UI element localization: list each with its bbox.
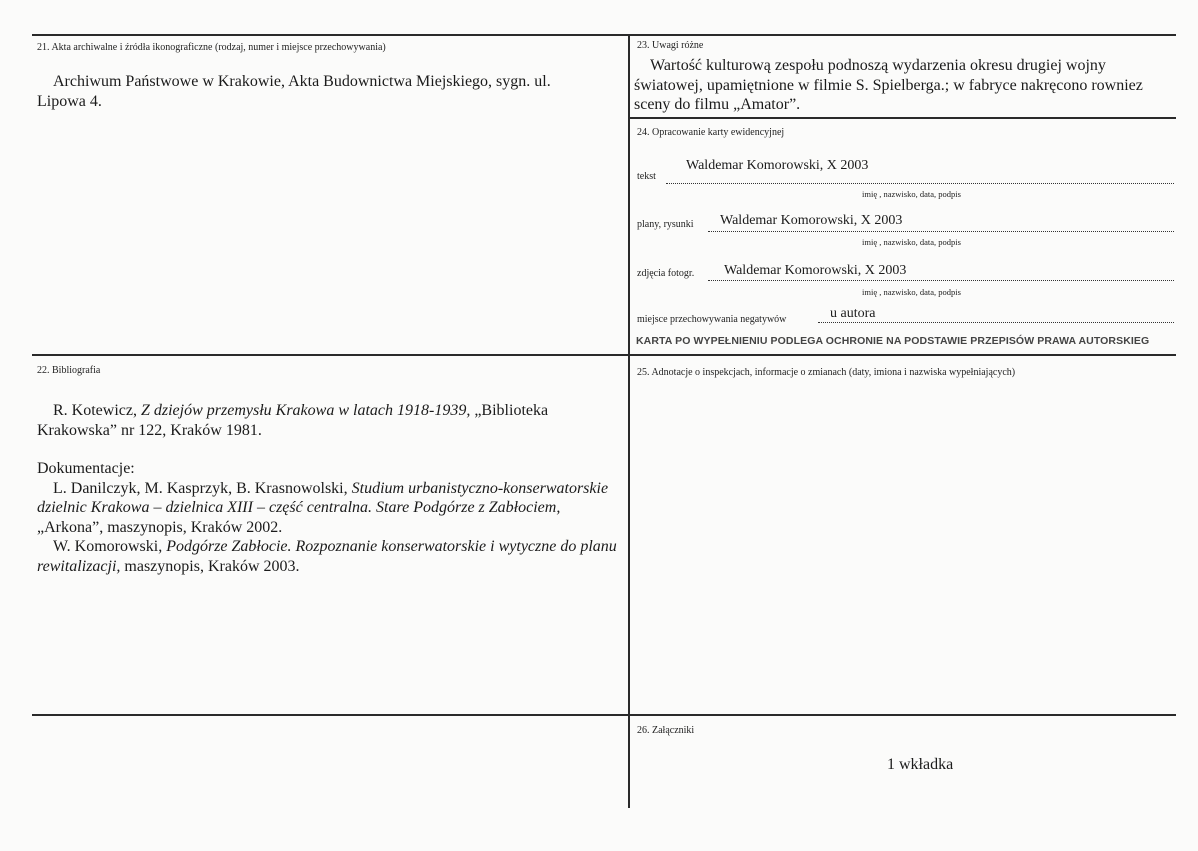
section-25-heading: 25. Adnotacje o inspekcjach, informacje o zmianach (daty, imiona i nazwiska wypełniających): [637, 367, 1016, 378]
bib-details: „Biblioteka Krakowska” nr 122, Kraków 1981.: [37, 402, 549, 439]
photos-signature-line: [708, 280, 1174, 281]
documentation-entry-1: [37, 479, 617, 538]
attachments-value: 1 wkładka: [887, 756, 954, 773]
text-signature-line: [666, 183, 1174, 184]
negatives-value: u autora: [830, 306, 876, 321]
photos-label: zdjęcia fotogr.: [637, 268, 695, 279]
middle-divider: [32, 354, 1176, 356]
plans-signature-caption: imię , nazwisko, data, podpis: [862, 237, 961, 247]
doc1-title: Studium urbanistyczno-konserwatorskie dzielnic Krakowa – dzielnica XIII – część centralna. Stare Podgórze z Zabłociem,: [37, 479, 609, 516]
negatives-line: [818, 322, 1174, 323]
plans-author-value: Waldemar Komorowski, X 2003: [720, 213, 903, 228]
copyright-notice: KARTA PO WYPEŁNIENIU PODLEGA OCHRONIE NA PODSTAWIE PRZEPISÓW PRAWA AUTORSKIEG: [636, 335, 1150, 347]
divider-23-24: [630, 117, 1176, 119]
photos-signature-caption: imię , nazwisko, data, podpis: [862, 287, 961, 297]
center-divider: [628, 34, 630, 808]
section-23-heading: 23. Uwagi różne: [637, 40, 704, 51]
bib-author: R. Kotewicz,: [53, 402, 137, 419]
section-23-text: Wartość kulturową zespołu podnoszą wydarzenia okresu drugiej wojny światowej, upamiętnione w filmie S. Spielberga.; w fabryce nakręcono rowniez sceny do filmu „Amator”.: [634, 57, 1143, 113]
documentation-entry-2: [37, 537, 617, 576]
top-border: [32, 34, 1176, 36]
negatives-label: miejsce przechowywania negatywów: [637, 314, 787, 325]
doc2-title: Podgórze Zabłocie. Rozpoznanie konserwatorskie i wytyczne do planu rewitalizacji,: [37, 538, 617, 575]
section-24-heading: 24. Opracowanie karty ewidencyjnej: [637, 127, 785, 138]
photos-author-value: Waldemar Komorowski, X 2003: [724, 263, 907, 278]
documentation-heading: Dokumentacje:: [37, 460, 135, 477]
bibliography-entry: [37, 401, 617, 440]
bibliography-body: [37, 401, 617, 576]
text-signature-caption: imię , nazwisko, data, podpis: [862, 189, 961, 199]
doc1-authors: L. Danilczyk, M. Kasprzyk, B. Krasnowolski,: [53, 479, 348, 497]
lower-divider: [32, 714, 1176, 716]
text-author-value: Waldemar Komorowski, X 2003: [686, 158, 869, 173]
doc2-author: W. Komorowski,: [53, 538, 163, 555]
section-26-heading: 26. Załączniki: [637, 725, 695, 736]
section-21-text: Archiwum Państwowe w Krakowie, Akta Budownictwa Miejskiego, sygn. ul. Lipowa 4.: [37, 73, 551, 110]
bib-title: Z dziejów przemysłu Krakowa w latach 1918-1939,: [140, 402, 471, 419]
section-21-heading: 21. Akta archiwalne i źródła ikonograficzne (rodzaj, numer i miejsce przechowywania): [37, 42, 386, 53]
section-22-heading: 22. Bibliografia: [37, 365, 101, 376]
text-label: tekst: [637, 171, 656, 182]
plans-signature-line: [708, 231, 1174, 232]
doc1-details: „Arkona”, maszynopis, Kraków 2002.: [37, 518, 283, 536]
doc2-details: maszynopis, Kraków 2003.: [124, 557, 300, 575]
plans-label: plany, rysunki: [637, 219, 694, 230]
